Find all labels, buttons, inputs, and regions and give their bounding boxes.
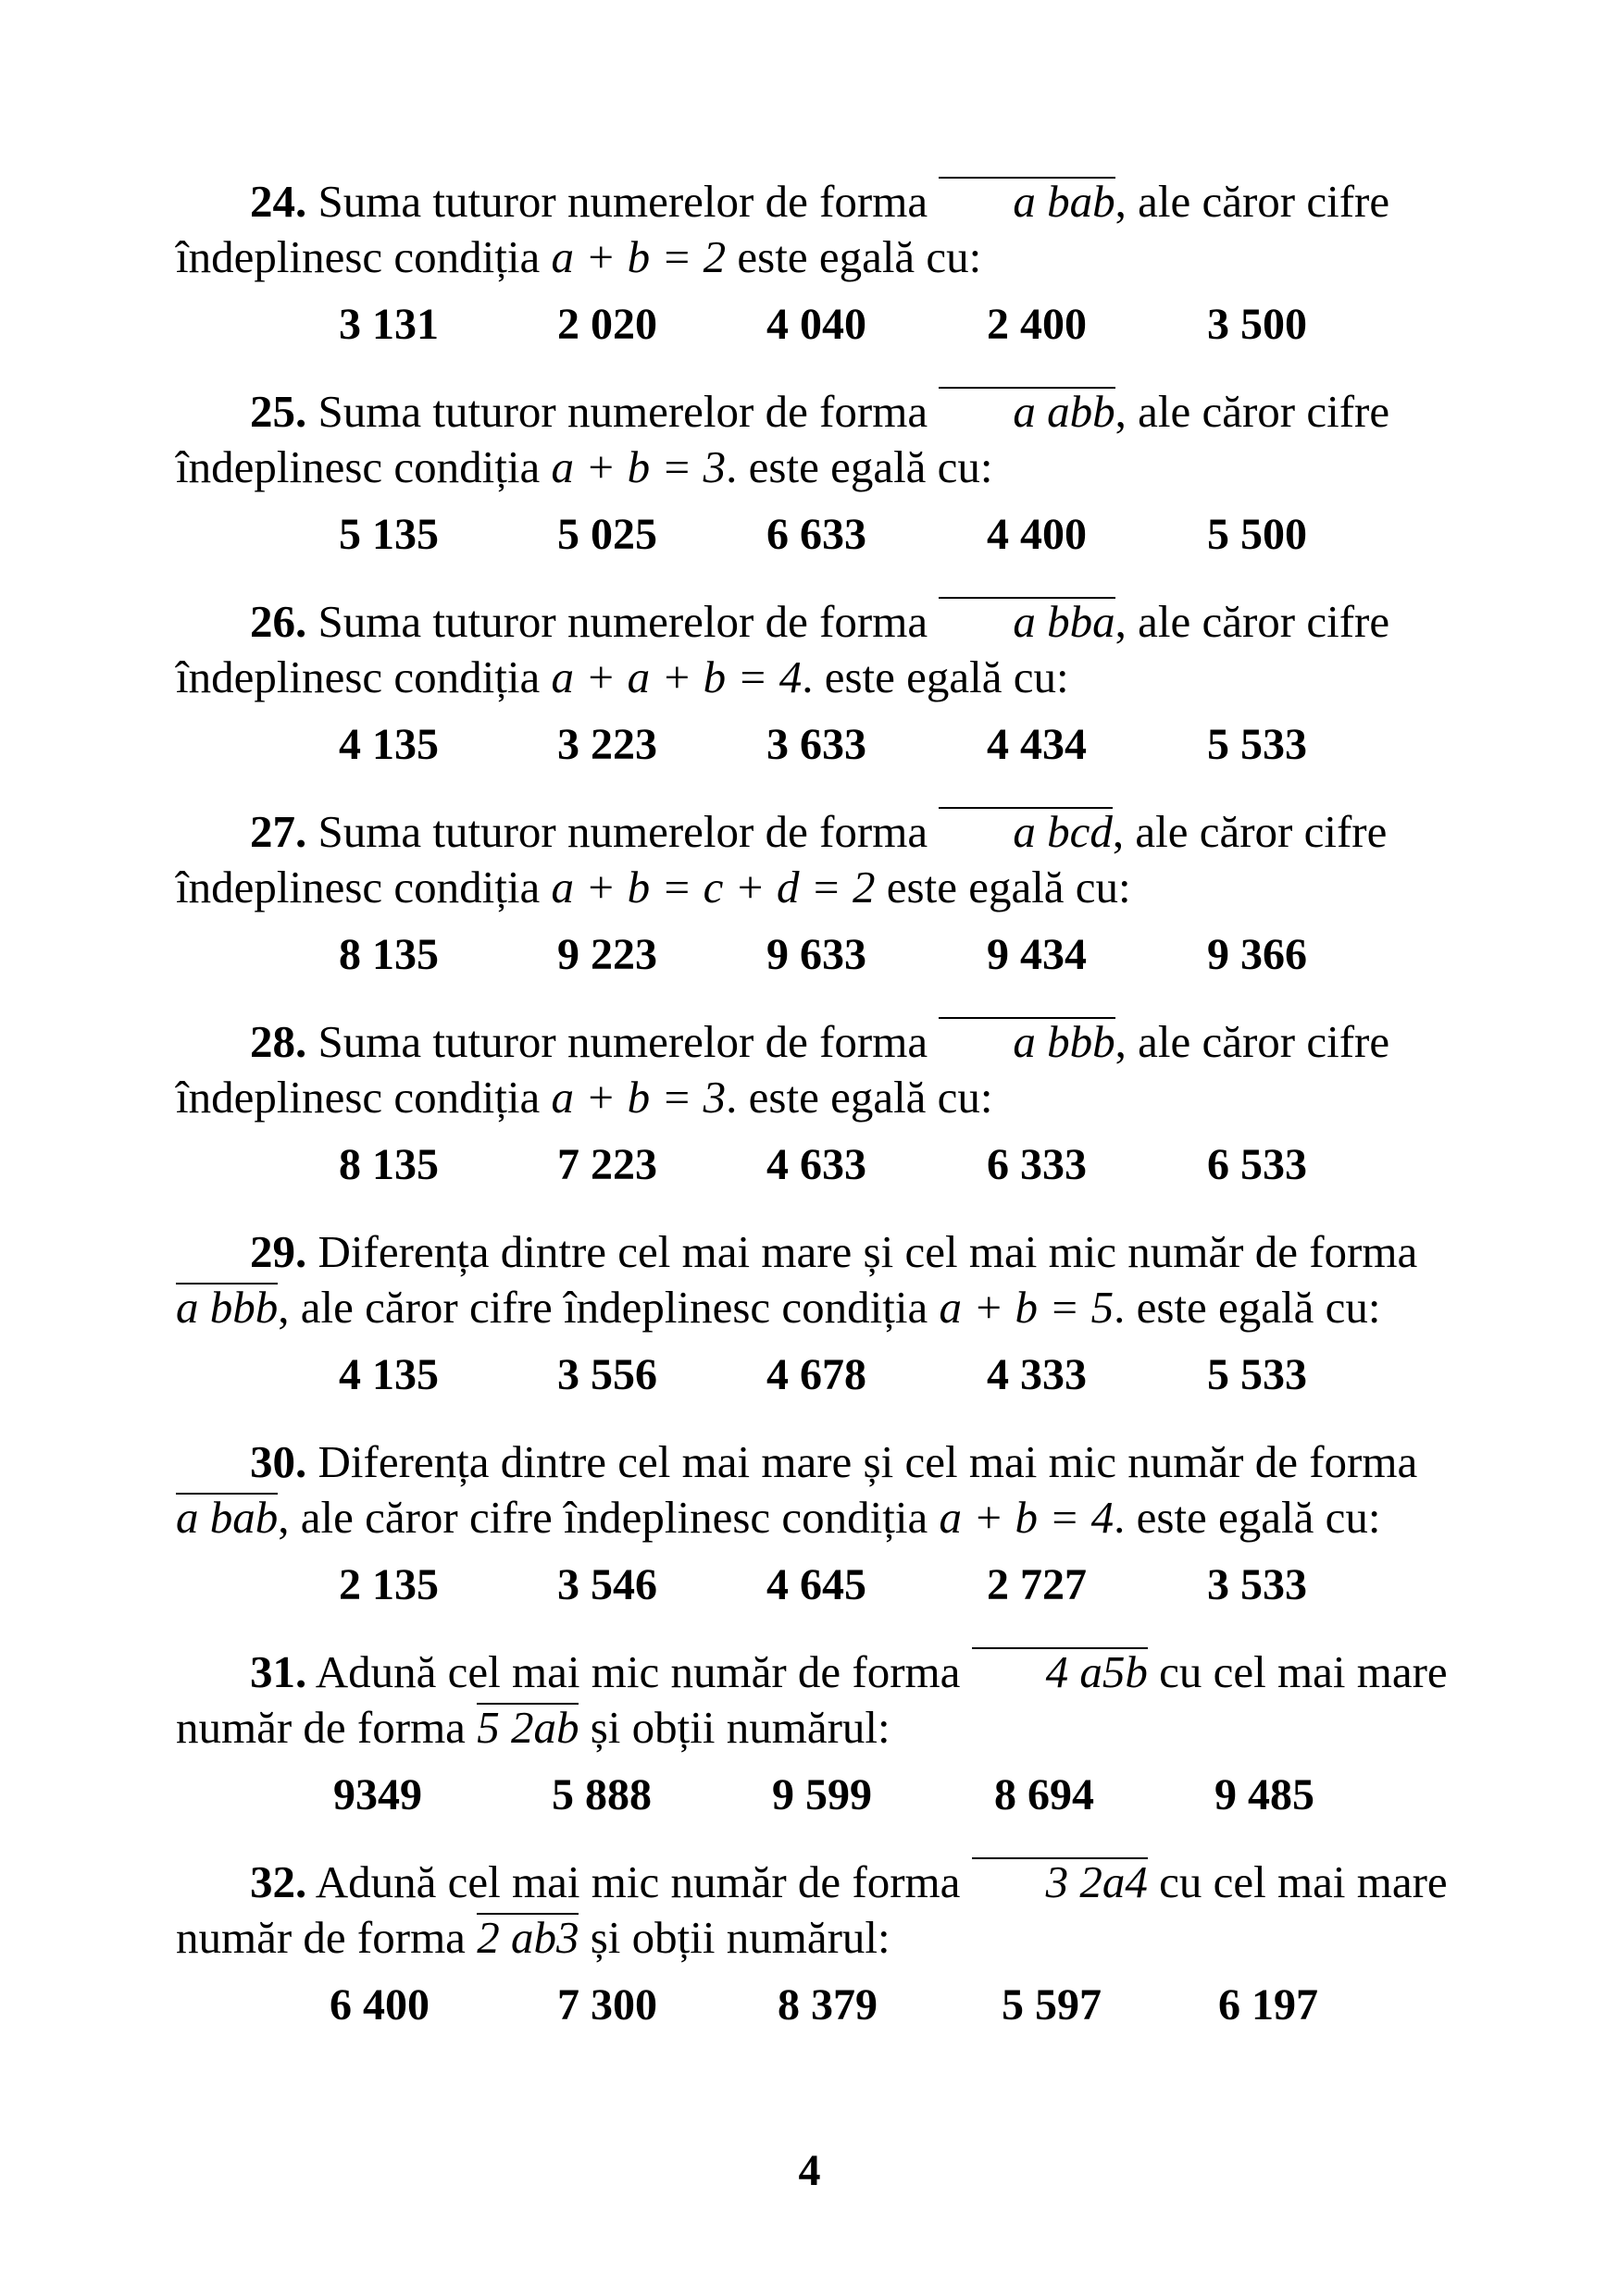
answer-option: 4 333: [987, 1350, 1087, 1399]
statement-text: este egală cu:: [726, 231, 982, 282]
number-form-overline: 4 a5b: [972, 1647, 1148, 1694]
statement-text: îndeplinesc condiția: [176, 862, 552, 912]
statement-text: Suma tuturor numerelor de forma: [318, 176, 940, 227]
problem-number: 24.: [250, 176, 307, 227]
statement-text: Adună cel mai mic număr de forma: [315, 1646, 972, 1697]
problem-statement-line-1: [176, 594, 1472, 650]
answer-option: 5 500: [1207, 510, 1307, 559]
statement-text: , ale căror cifre: [1115, 1016, 1390, 1067]
answer-option: 5 025: [557, 510, 657, 559]
statement-text: , ale căror cifre: [1115, 176, 1390, 227]
problem-statement-line-2: [176, 230, 1472, 285]
statement-text: Suma tuturor numerelor de forma: [318, 596, 940, 647]
answer-option: 6 197: [1218, 1980, 1318, 2029]
statement-text: Diferența dintre cel mai mare și cel mai mic număr de forma: [318, 1436, 1418, 1487]
statement-text: . este egală cu:: [726, 1072, 993, 1123]
answer-option: 3 533: [1207, 1560, 1307, 1609]
condition-math: a + a + b = 4: [551, 652, 803, 702]
statement-text: , ale căror cifre: [1112, 806, 1388, 857]
number-form-overline: a bbb: [176, 1282, 279, 1333]
answer-option: 8 694: [994, 1770, 1094, 1819]
problem-number: 32.: [250, 1856, 307, 1907]
statement-text: , ale căror cifre îndeplinesc condiția: [278, 1282, 940, 1333]
statement-text: îndeplinesc condiția: [176, 231, 552, 282]
number-form-overline: a bba: [939, 597, 1115, 643]
answer-option: 5 533: [1207, 1350, 1307, 1399]
problem-29: [176, 1224, 1472, 1404]
problem-statement-line-1: [176, 1014, 1472, 1070]
problem-number: 26.: [250, 596, 307, 647]
answer-option: 3 546: [557, 1560, 657, 1609]
problem-statement-line-2: [176, 1490, 1472, 1545]
answer-option: 4 040: [766, 300, 866, 349]
answer-option: 3 500: [1207, 300, 1307, 349]
statement-text: și obții numărul:: [579, 1702, 890, 1753]
number-form-overline: a bcd: [939, 807, 1113, 853]
answer-option: 6 633: [766, 510, 866, 559]
number-form-overline: a bab: [176, 1492, 279, 1543]
answer-option: 6 400: [330, 1980, 430, 2029]
answer-option: 4 135: [339, 1350, 439, 1399]
answer-options: [176, 716, 1472, 774]
problem-statement-line-2: [176, 440, 1472, 495]
number-form-overline: 3 2a4: [972, 1857, 1148, 1904]
answer-option: 4 645: [766, 1560, 866, 1609]
condition-math: a + b = 5: [939, 1282, 1115, 1333]
answer-option: 5 888: [552, 1770, 652, 1819]
answer-option: 5 533: [1207, 720, 1307, 769]
statement-text: . este egală cu:: [726, 441, 993, 492]
statement-text: , ale căror cifre: [1115, 596, 1390, 647]
condition-math: a + b = c + d = 2: [551, 862, 876, 912]
problem-28: [176, 1014, 1472, 1194]
answer-option: 9 633: [766, 930, 866, 979]
problem-statement-line-1: [176, 1434, 1472, 1490]
problem-32: [176, 1855, 1472, 2034]
statement-text: Diferența dintre cel mai mare și cel mai mic număr de forma: [318, 1226, 1418, 1277]
answer-option: 9 223: [557, 930, 657, 979]
answer-option: 3 223: [557, 720, 657, 769]
problem-statement-line-2: [176, 1280, 1472, 1335]
answer-option: 9 434: [987, 930, 1087, 979]
statement-text: Adună cel mai mic număr de forma: [315, 1856, 972, 1907]
problem-statement-line-2: [176, 1910, 1472, 1966]
answer-options: [176, 1977, 1472, 2034]
number-form-overline: a abb: [939, 387, 1115, 433]
statement-text: Suma tuturor numerelor de forma: [318, 386, 940, 437]
answer-option: 2 020: [557, 300, 657, 349]
statement-text: Suma tuturor numerelor de forma: [318, 1016, 940, 1067]
answer-option: 8 379: [778, 1980, 878, 2029]
problem-number: 27.: [250, 806, 307, 857]
statement-text: cu cel mai mare: [1147, 1646, 1448, 1697]
answer-option: 9 366: [1207, 930, 1307, 979]
problem-31: [176, 1644, 1472, 1824]
problem-statement-line-1: [176, 174, 1472, 230]
number-form-overline: 2 ab3: [477, 1912, 579, 1963]
statement-text: , ale căror cifre îndeplinesc condiția: [278, 1492, 940, 1543]
problem-statement-line-2: [176, 1700, 1472, 1756]
number-form-overline: a bbb: [939, 1017, 1115, 1063]
problem-number: 25.: [250, 386, 307, 437]
answer-option: 7 223: [557, 1140, 657, 1189]
problem-27: [176, 804, 1472, 984]
answer-option: 3 556: [557, 1350, 657, 1399]
answer-option: 4 633: [766, 1140, 866, 1189]
problem-30: [176, 1434, 1472, 1614]
answer-option: 5 597: [1002, 1980, 1102, 2029]
answer-option: 6 333: [987, 1140, 1087, 1189]
answer-option: 6 533: [1207, 1140, 1307, 1189]
number-form-overline: a bab: [939, 177, 1115, 223]
answer-option: 4 135: [339, 720, 439, 769]
condition-math: a + b = 4: [939, 1492, 1115, 1543]
problem-statement-line-1: [176, 1224, 1472, 1280]
statement-text: număr de forma: [176, 1912, 478, 1963]
statement-text: număr de forma: [176, 1702, 478, 1753]
answer-options: [176, 1347, 1472, 1404]
statement-text: Suma tuturor numerelor de forma: [318, 806, 940, 857]
answer-option: 4 678: [766, 1350, 866, 1399]
statement-text: . este egală cu:: [1114, 1492, 1381, 1543]
statement-text: , ale căror cifre: [1115, 386, 1390, 437]
answer-options: [176, 296, 1472, 354]
problem-number: 28.: [250, 1016, 307, 1067]
number-form-overline: 5 2ab: [477, 1702, 579, 1753]
answer-options: [176, 506, 1472, 564]
answer-options: [176, 1557, 1472, 1614]
problem-number: 31.: [250, 1646, 307, 1697]
answer-option: 9 485: [1214, 1770, 1314, 1819]
answer-options: [176, 1136, 1472, 1194]
answer-option: 8 135: [339, 930, 439, 979]
answer-option: 3 131: [339, 300, 439, 349]
condition-math: a + b = 3: [551, 441, 727, 492]
statement-text: . este egală cu:: [802, 652, 1069, 702]
problem-statement-line-1: [176, 1855, 1472, 1910]
condition-math: a + b = 3: [551, 1072, 727, 1123]
statement-text: îndeplinesc condiția: [176, 1072, 552, 1123]
problem-statement-line-1: [176, 1644, 1472, 1700]
answer-option: 4 400: [987, 510, 1087, 559]
problem-statement-line-1: [176, 804, 1472, 860]
problem-number: 29.: [250, 1226, 307, 1277]
answer-option: 9 599: [772, 1770, 872, 1819]
problem-statement-line-2: [176, 860, 1472, 915]
answer-options: [176, 926, 1472, 984]
problem-24: [176, 174, 1472, 354]
problem-statement-line-2: [176, 1070, 1472, 1125]
answer-option: 2 727: [987, 1560, 1087, 1609]
problem-number: 30.: [250, 1436, 307, 1487]
statement-text: cu cel mai mare: [1147, 1856, 1448, 1907]
problem-26: [176, 594, 1472, 774]
statement-text: îndeplinesc condiția: [176, 441, 552, 492]
answer-option: 9349: [333, 1770, 422, 1819]
problem-25: [176, 384, 1472, 564]
answer-options: [176, 1767, 1472, 1824]
statement-text: este egală cu:: [875, 862, 1131, 912]
statement-text: îndeplinesc condiția: [176, 652, 552, 702]
answer-option: 7 300: [557, 1980, 657, 2029]
condition-math: a + b = 2: [551, 231, 727, 282]
problem-statement-line-2: [176, 650, 1472, 705]
answer-option: 2 400: [987, 300, 1087, 349]
page-number: 4: [798, 2146, 821, 2195]
answer-option: 8 135: [339, 1140, 439, 1189]
statement-text: și obții numărul:: [579, 1912, 890, 1963]
answer-option: 5 135: [339, 510, 439, 559]
answer-option: 2 135: [339, 1560, 439, 1609]
statement-text: . este egală cu:: [1114, 1282, 1381, 1333]
answer-option: 4 434: [987, 720, 1087, 769]
problem-statement-line-1: [176, 384, 1472, 440]
answer-option: 3 633: [766, 720, 866, 769]
